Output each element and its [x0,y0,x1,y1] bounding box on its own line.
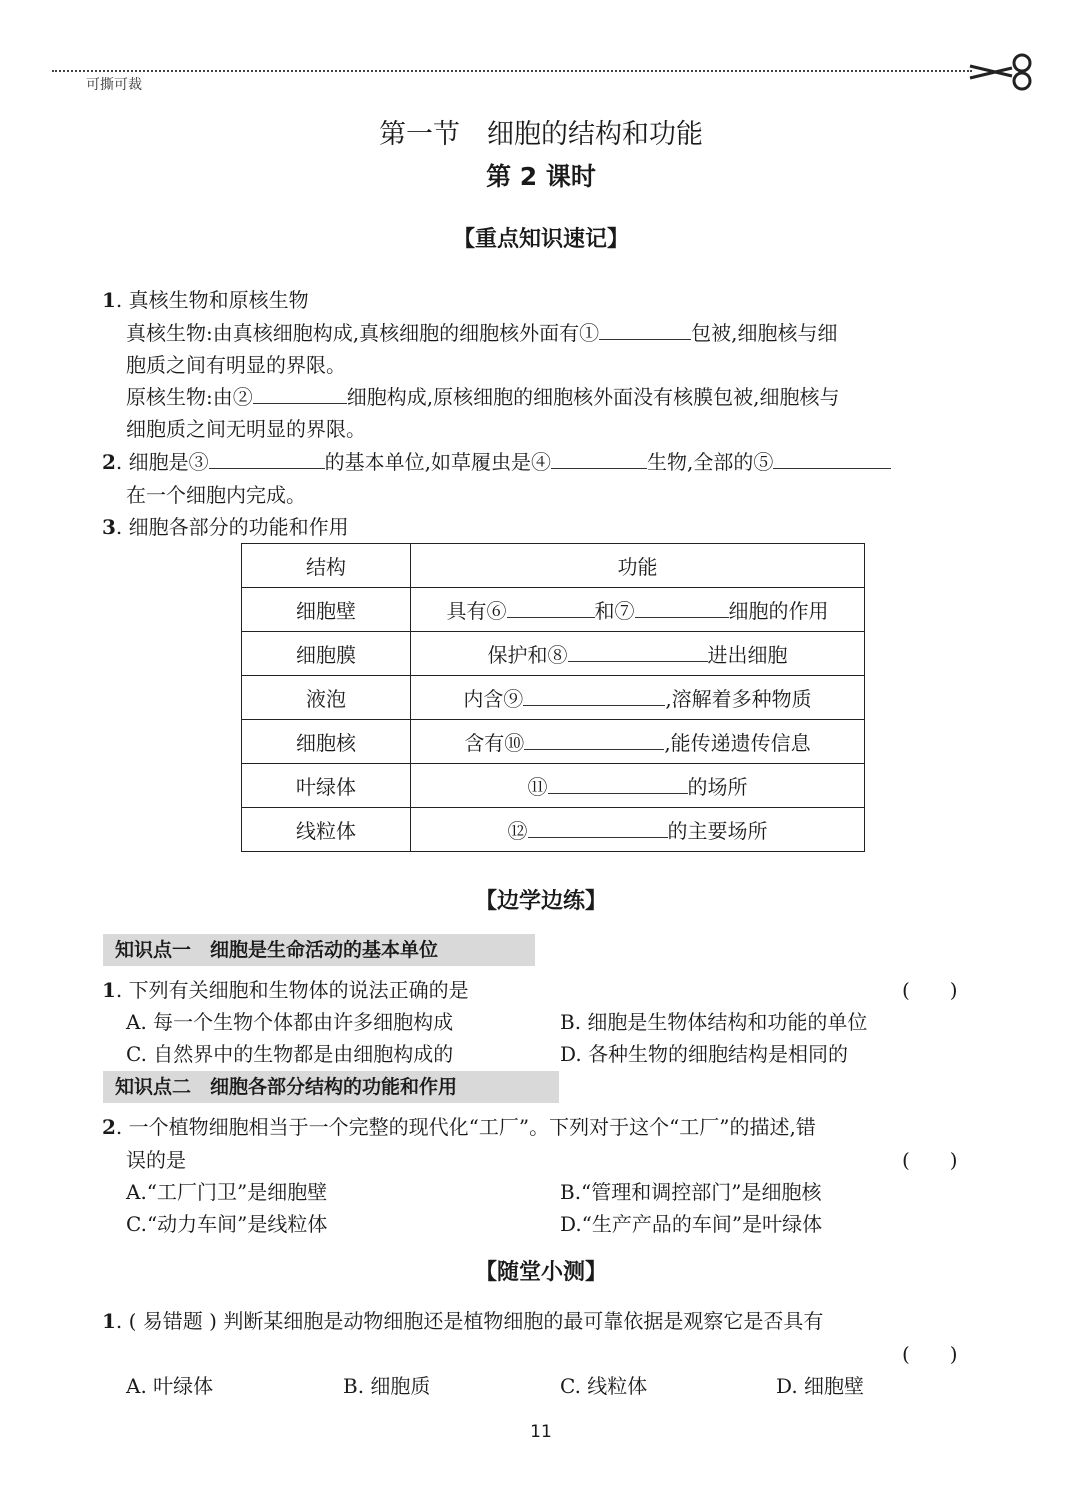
page-title: 第一节 细胞的结构和功能 [379,119,703,150]
option-c[interactable]: C. 线粒体 [560,1374,648,1398]
item-2-line-1 [102,446,891,475]
item-1-heading [102,284,309,313]
item-text: 生物,全部的⑤ [647,450,774,474]
item-1-line-3 [126,381,839,410]
structure-cell: 叶绿体 [242,764,411,808]
table-row [242,588,865,632]
fill-blank-10[interactable] [524,731,664,750]
cell-text: 具有⑥ [446,599,507,623]
table-header-row [242,544,865,588]
item-text: . 真核生物和原核生物 [115,288,309,312]
item-text: . 细胞是③ [115,450,209,474]
item-3-heading [102,511,349,540]
cell-text: 保护和⑧ [487,643,568,667]
item-1-line-2: 胞质之间有明显的界限。 [126,353,346,377]
structure-cell: 细胞壁 [242,588,411,632]
scissors-icon [968,52,1038,92]
function-cell [411,808,865,852]
option-d[interactable]: D. 细胞壁 [776,1374,865,1398]
option-a[interactable]: A. 每一个生物个体都由许多细胞构成 [126,1010,454,1034]
structure-cell: 液泡 [242,676,411,720]
knowledge-point-2: 知识点二 细胞各部分结构的功能和作用 [103,1071,559,1103]
item-text: 包被,细胞核与细 [691,321,838,345]
cell-text: 含有⑩ [464,731,525,755]
fill-blank-11[interactable] [548,775,688,794]
fill-blank-3[interactable] [209,450,325,469]
section-heading-quiz: 【随堂小测】 [474,1260,607,1285]
cell-text: 进出细胞 [707,643,788,667]
fill-blank-1[interactable] [599,321,691,340]
fill-blank-8[interactable] [568,643,708,662]
page-subtitle: 第 2 课时 [486,162,596,191]
item-number: 3 [102,515,116,539]
item-number: 1 [102,288,116,312]
cell-text: ⑫ [507,819,528,843]
item-number: 1 [102,978,116,1002]
function-cell [411,720,865,764]
cell-text: 的主要场所 [667,819,768,843]
answer-bracket[interactable]: ( ) [902,1342,958,1366]
fill-blank-9[interactable] [523,687,665,706]
table-row [242,808,865,852]
item-number: 2 [102,450,116,474]
option-d[interactable]: D. 各种生物的细胞结构是相同的 [560,1042,849,1066]
practice-2-stem-line-1 [102,1111,816,1140]
item-text: 的基本单位,如草履虫是④ [324,450,551,474]
item-text: 细胞构成,原核细胞的细胞核外面没有核膜包被,细胞核与 [346,385,840,409]
knowledge-point-1: 知识点一 细胞是生命活动的基本单位 [103,934,535,966]
practice-1-stem [102,974,469,1003]
function-cell [411,588,865,632]
function-cell [411,632,865,676]
quiz-1-stem [102,1305,823,1334]
function-table [241,543,865,852]
fill-blank-7[interactable] [635,599,729,618]
table-row [242,676,865,720]
function-cell [411,764,865,808]
answer-bracket[interactable]: ( ) [902,1148,958,1172]
structure-cell: 细胞核 [242,720,411,764]
table-row [242,632,865,676]
option-a[interactable]: A.“工厂门卫”是细胞壁 [126,1180,328,1204]
cell-text: ,溶解着多种物质 [665,687,812,711]
option-b[interactable]: B. 细胞是生物体结构和功能的单位 [560,1010,868,1034]
fill-blank-2[interactable] [253,385,347,404]
cut-line [52,70,972,72]
table-row [242,720,865,764]
item-text: 真核生物:由真核细胞构成,真核细胞的细胞核外面有① [126,321,600,345]
cell-text: 内含⑨ [463,687,524,711]
fill-blank-5[interactable] [773,450,891,469]
item-text: 原核生物:由② [126,385,253,409]
cell-text: 和⑦ [594,599,635,623]
fill-blank-4[interactable] [551,450,647,469]
item-number: 2 [102,1115,116,1139]
fill-blank-12[interactable] [528,819,668,838]
practice-2-stem-line-2: 误的是 [126,1148,186,1172]
cut-label: 可撕可裁 [86,77,142,93]
structure-cell: 细胞膜 [242,632,411,676]
page-number: 11 [530,1422,552,1442]
item-number: 1 [102,1309,116,1333]
item-1-line-1 [126,317,837,346]
item-2-line-2: 在一个细胞内完成。 [126,483,306,507]
item-text: . 细胞各部分的功能和作用 [115,515,349,539]
option-c[interactable]: C. 自然界中的生物都是由细胞构成的 [126,1042,454,1066]
cell-text: ,能传递遗传信息 [664,731,811,755]
table-row [242,764,865,808]
item-text: . 一个植物细胞相当于一个完整的现代化“工厂”。下列对于这个“工厂”的描述,错 [115,1115,816,1139]
item-text: . ( 易错题 ) 判断某细胞是动物细胞还是植物细胞的最可靠依据是观察它是否具有 [115,1309,824,1333]
table-header-function: 功能 [411,544,865,588]
option-a[interactable]: A. 叶绿体 [126,1374,214,1398]
section-heading-key-points: 【重点知识速记】 [452,227,629,252]
item-1-line-4: 细胞质之间无明显的界限。 [126,417,366,441]
option-d[interactable]: D.“生产产品的车间”是叶绿体 [560,1212,823,1236]
option-b[interactable]: B. 细胞质 [343,1374,431,1398]
table-header-structure: 结构 [242,544,411,588]
option-c[interactable]: C.“动力车间”是线粒体 [126,1212,328,1236]
cell-text: 的场所 [687,775,748,799]
function-cell [411,676,865,720]
answer-bracket[interactable]: ( ) [902,978,958,1002]
cell-text: ⑪ [527,775,548,799]
fill-blank-6[interactable] [507,599,595,618]
option-b[interactable]: B.“管理和调控部门”是细胞核 [560,1180,822,1204]
structure-cell: 线粒体 [242,808,411,852]
cell-text: 细胞的作用 [728,599,829,623]
section-heading-practice: 【边学边练】 [474,889,607,914]
item-text: . 下列有关细胞和生物体的说法正确的是 [115,978,469,1002]
